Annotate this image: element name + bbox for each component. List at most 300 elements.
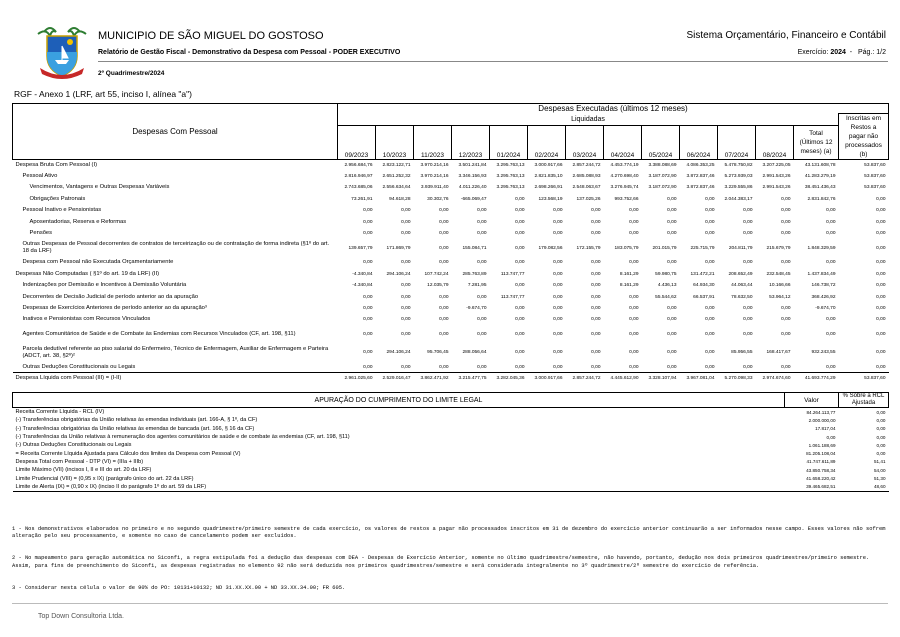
- table-row: [13, 269, 889, 280]
- value-cell: 30.302,76: [427, 196, 449, 202]
- value-cell: 2.651.252,32: [382, 174, 411, 180]
- limit-label: (-) Outras Deduções Constitucionais ou Legais: [15, 442, 132, 449]
- value-cell: 172.155,79: [576, 245, 601, 251]
- value-cell: 59.980,75: [655, 271, 677, 277]
- value-cell: 0,00: [553, 317, 563, 323]
- value-cell: 0,00: [439, 260, 449, 266]
- limit-label: Limite de Alerta (IX) = (0,90 x IX) (inciso II do parágrafo 1º do art. 59 da LRF): [13, 483, 785, 492]
- month-header: 09/2023: [338, 126, 376, 160]
- value-cell: 0,00: [363, 364, 373, 370]
- value-cell: 0,00: [553, 350, 563, 356]
- value-cell: 225.715,79: [690, 245, 715, 251]
- value-cell: 64.934,30: [693, 283, 715, 289]
- value-cell: 2.961.025,60: [338, 373, 376, 384]
- value-cell: 0,00: [781, 208, 791, 214]
- value-cell: 232.548,45: [766, 271, 791, 277]
- value-cell: 0,00: [515, 245, 525, 251]
- value-cell: 0,00: [477, 364, 487, 370]
- value-cell: 0,00: [477, 294, 487, 300]
- limit-row: [13, 483, 889, 492]
- value-cell: 0,00: [363, 332, 373, 338]
- value-cell: 0,00: [401, 305, 411, 311]
- limit-row: [13, 458, 889, 466]
- row-label: Parcela dedutível referente ao piso salarial do Enfermeiro, Técnico de Enfermagem, Auxiliar de Enfermagem e Parteira (ADCT, art. 38, §2º)²: [22, 345, 329, 359]
- limit-value: 2.000.000,00: [808, 417, 836, 423]
- value-cell: 0,00: [553, 208, 563, 214]
- value-cell: 3.295.763,13: [496, 174, 525, 180]
- value-cell: 4.270.698,40: [610, 174, 639, 180]
- value-cell: 0,00: [363, 208, 373, 214]
- table-row: [13, 291, 889, 302]
- value-cell: 201.015,79: [652, 245, 677, 251]
- value-cell: 0,00: [667, 317, 677, 323]
- value-cell: 0,00: [629, 305, 639, 311]
- limit-label: Limite Prudencial (VIII) = (0,95 x IX) (parágrafo único do art. 22 da LRF): [15, 475, 194, 482]
- month-header: 01/2024: [490, 126, 528, 160]
- total-header: Total (Últimos 12 meses) (a): [794, 126, 839, 160]
- row-label: Decorrentes de Decisão Judicial de período anterior ao da apuração: [22, 293, 199, 300]
- value-cell: 0,00: [591, 260, 601, 266]
- value-cell: 0,00: [515, 260, 525, 266]
- value-cell: 0,00: [515, 196, 525, 202]
- limit-value: 41.747.611,89: [806, 459, 836, 465]
- value-cell: 0,00: [591, 283, 601, 289]
- value-cell: 0,00: [826, 260, 836, 266]
- value-cell: 2.991.543,26: [762, 185, 791, 191]
- value-cell: 0,00: [591, 350, 601, 356]
- value-cell: 2.685.088,93: [572, 174, 601, 180]
- value-cell: 0,00: [591, 305, 601, 311]
- value-cell: 0,00: [743, 305, 753, 311]
- limit-pct: 54,00: [874, 467, 886, 473]
- value-cell: 55.544,62: [655, 294, 677, 300]
- value-cell: 0,00: [477, 231, 487, 237]
- limit-row: [13, 449, 889, 457]
- value-cell: 0,00: [515, 317, 525, 323]
- value-cell: 4.445.612,90: [604, 373, 642, 384]
- month-header: 03/2024: [566, 126, 604, 160]
- value-cell: 0,00: [876, 260, 886, 266]
- row-label: Vencimentos, Vantagens e Outras Despesas Variáveis: [29, 184, 170, 191]
- value-cell: 0,00: [363, 350, 373, 356]
- value-cell: 0,00: [705, 260, 715, 266]
- value-cell: 0,00: [363, 219, 373, 225]
- limit-value: 81.205.108,04: [806, 451, 836, 457]
- value-cell: 0,00: [553, 219, 563, 225]
- value-cell: 0,00: [553, 364, 563, 370]
- exercise-label: Exercício:: [797, 49, 829, 56]
- value-cell: 2.974.674,60: [756, 373, 794, 384]
- value-cell: 0,00: [363, 305, 373, 311]
- value-cell: 0,00: [743, 208, 753, 214]
- value-cell: 3.229.555,86: [724, 185, 753, 191]
- value-cell: 3.501.241,84: [458, 162, 487, 168]
- value-cell: 0,00: [363, 317, 373, 323]
- value-cell: 0,00: [515, 332, 525, 338]
- row-label: Outras Despesas de Pessoal decorrentes de contratos de terceirização ou de contratação de forma indireta (§1º do art. 18 da LRF): [22, 241, 330, 255]
- value-cell: 41.693.774,29: [794, 373, 839, 384]
- value-cell: 4.086.353,25: [686, 162, 715, 168]
- value-cell: 0,00: [553, 260, 563, 266]
- value-cell: 53.837,60: [839, 373, 889, 384]
- value-cell: 0,00: [363, 260, 373, 266]
- value-cell: 0,00: [743, 332, 753, 338]
- value-cell: 294.106,24: [386, 271, 411, 277]
- value-cell: 0,00: [515, 364, 525, 370]
- value-cell: 0,00: [439, 294, 449, 300]
- limit-label: (-) Transferências obrigatórias da União relativas às emendas de bancada (art. 166, § 16 da CF): [15, 425, 255, 432]
- value-cell: 0,00: [591, 332, 601, 338]
- row-label: Inativos e Pensionistas com Recursos Vinculados: [22, 316, 151, 323]
- value-cell: 0,00: [515, 283, 525, 289]
- legal-limit-table: [12, 392, 889, 492]
- value-cell: 2.743.685,06: [344, 185, 373, 191]
- value-cell: 0,00: [705, 332, 715, 338]
- limit-pct: 0,00: [876, 434, 886, 440]
- value-cell: 113.747,77: [500, 294, 525, 300]
- value-cell: 0,00: [826, 317, 836, 323]
- personnel-expenses-table: [12, 103, 889, 384]
- value-cell: 0,00: [477, 317, 487, 323]
- limit-value: 1.061.188,69: [808, 442, 836, 448]
- table-row: [13, 239, 889, 257]
- restos-header: Inscritas em Restos a pagar não processados (b): [839, 114, 889, 160]
- value-cell: 215.679,79: [766, 245, 791, 251]
- value-cell: 0,00: [826, 231, 836, 237]
- limit-pct: 0,00: [876, 417, 886, 423]
- value-cell: 0,00: [705, 350, 715, 356]
- value-cell: 0,00: [629, 208, 639, 214]
- value-cell: 0,00: [876, 283, 886, 289]
- value-cell: 0,00: [591, 317, 601, 323]
- value-cell: 155.084,71: [462, 245, 487, 251]
- value-cell: 0,00: [515, 231, 525, 237]
- value-cell: 0,00: [629, 260, 639, 266]
- value-cell: 3.872.837,46: [686, 174, 715, 180]
- limit-pct: 0,00: [876, 451, 886, 457]
- value-cell: 2.529.016,47: [376, 373, 414, 384]
- value-cell: 0,00: [743, 260, 753, 266]
- value-cell: -4.340,84: [352, 283, 373, 289]
- report-title: Relatório de Gestão Fiscal - Demonstrativo da Despesa com Pessoal - PODER EXECUTIVO: [98, 49, 401, 56]
- table-row: [13, 344, 889, 362]
- value-header: Valor: [785, 393, 839, 408]
- value-cell: 0,00: [705, 317, 715, 323]
- value-cell: 0,00: [667, 219, 677, 225]
- value-cell: 0,00: [743, 364, 753, 370]
- executed-expenses-header: Despesas Executadas (últimos 12 meses): [338, 104, 889, 114]
- value-cell: 183.075,79: [614, 245, 639, 251]
- value-cell: 1.848.329,59: [807, 245, 836, 251]
- value-cell: 0,00: [705, 196, 715, 202]
- value-cell: 0,00: [629, 231, 639, 237]
- limit-value: 17.817,04: [815, 426, 836, 432]
- value-cell: 0,00: [363, 231, 373, 237]
- value-cell: 3.346.156,93: [458, 174, 487, 180]
- municipality-name: MUNICIPIO DE SÃO MIGUEL DO GOSTOSO: [98, 30, 324, 42]
- value-cell: 2.831.842,76: [807, 196, 836, 202]
- value-cell: 3.939.911,40: [420, 185, 449, 191]
- value-cell: 0,00: [515, 305, 525, 311]
- row-label: Despesas Não Computadas ( §1º do art. 19 da LRF) (II): [15, 270, 160, 277]
- page-number: Pág.: 1/2: [857, 49, 886, 56]
- value-cell: 0,00: [876, 317, 886, 323]
- value-cell: 0,00: [591, 208, 601, 214]
- footnote: 1 - Nos demonstrativos elaborados no primeiro e no segundo quadrimestre/primeiro semestre de cada exercício, os valores de restos a pagar não processados inscritos em 31 de dezembro do exercício anterior continuarão a ser informados nesse campo. Esses valores não sofrem alteração pelo seu processamento, e somente no caso de cancelamento podem ser excluídos.: [12, 525, 889, 540]
- value-cell: 85.956,55: [731, 350, 753, 356]
- value-cell: 44.063,44: [731, 283, 753, 289]
- value-cell: 0,00: [781, 317, 791, 323]
- value-cell: 0,00: [667, 305, 677, 311]
- value-cell: 0,00: [477, 332, 487, 338]
- value-cell: 2.821.835,10: [534, 174, 563, 180]
- value-cell: 0,00: [876, 208, 886, 214]
- value-cell: 0,00: [781, 332, 791, 338]
- legal-limit-title: APURAÇÃO DO CUMPRIMENTO DO LIMITE LEGAL: [13, 393, 785, 408]
- value-cell: 3.388.088,69: [648, 162, 677, 168]
- value-cell: 0,00: [826, 332, 836, 338]
- limit-pct: 0,00: [876, 426, 886, 432]
- table-row: [13, 303, 889, 314]
- value-cell: 3.000.917,66: [528, 373, 566, 384]
- value-cell: 66.537,91: [693, 294, 715, 300]
- value-cell: 0,00: [667, 364, 677, 370]
- month-header: 05/2024: [642, 126, 680, 160]
- value-cell: 0,00: [401, 219, 411, 225]
- value-cell: 2.991.543,26: [762, 174, 791, 180]
- value-cell: -9.674,70: [815, 305, 836, 311]
- month-header: 10/2023: [376, 126, 414, 160]
- value-cell: 204.811,79: [728, 245, 753, 251]
- value-cell: 0,00: [439, 332, 449, 338]
- value-cell: 0,00: [401, 283, 411, 289]
- value-cell: 10.166,66: [769, 283, 791, 289]
- value-cell: 0,00: [591, 271, 601, 277]
- table-row: [13, 171, 889, 182]
- value-cell: 0,00: [553, 271, 563, 277]
- limit-label: Despesa Total com Pessoal - DTP (VI) = (IIIa + IIIb): [15, 458, 144, 465]
- value-cell: 0,00: [876, 231, 886, 237]
- value-cell: 0,00: [439, 305, 449, 311]
- value-cell: 78.632,50: [731, 294, 753, 300]
- value-cell: 146.738,72: [811, 283, 836, 289]
- value-cell: 0,00: [826, 219, 836, 225]
- row-label: Despesas de Exercícios Anteriores de período anterior ao da apuração³: [22, 304, 207, 311]
- value-cell: 0,00: [401, 231, 411, 237]
- value-cell: 2.823.122,71: [382, 162, 411, 168]
- value-cell: 139.657,79: [348, 245, 373, 251]
- value-cell: 131.472,21: [690, 271, 715, 277]
- value-cell: 41.283.279,19: [804, 174, 836, 180]
- header-divider: [98, 61, 888, 62]
- value-cell: 0,00: [781, 231, 791, 237]
- value-cell: 107.742,24: [424, 271, 449, 277]
- value-cell: 0,00: [876, 294, 886, 300]
- table-row: [13, 280, 889, 291]
- value-cell: 0,00: [705, 231, 715, 237]
- row-label: Agentes Comunitários de Saúde e de Combate às Endemias com Recursos Vinculados (CF, art. 198, §11): [22, 331, 296, 338]
- value-cell: 8.161,29: [619, 283, 639, 289]
- value-cell: 0,00: [553, 305, 563, 311]
- month-header: 11/2023: [414, 126, 452, 160]
- value-cell: 0,00: [515, 219, 525, 225]
- value-cell: 0,00: [667, 332, 677, 338]
- value-cell: 53.837,60: [864, 185, 886, 191]
- value-cell: -9.674,70: [466, 305, 487, 311]
- row-label: Outras Deduções Constitucionais ou Legais: [22, 363, 136, 370]
- value-cell: 0,00: [705, 219, 715, 225]
- value-cell: 95.706,45: [427, 350, 449, 356]
- value-cell: 2.956.684,76: [344, 162, 373, 168]
- table-row: [13, 257, 889, 268]
- value-cell: 5.270.098,33: [718, 373, 756, 384]
- table-row: [13, 160, 889, 171]
- value-cell: 1.437.834,49: [807, 271, 836, 277]
- value-cell: 285.763,89: [462, 271, 487, 277]
- value-cell: 993.752,66: [614, 196, 639, 202]
- value-cell: 7.281,95: [467, 283, 487, 289]
- table-row: [13, 182, 889, 193]
- row-label: Pensões: [29, 230, 53, 237]
- limit-pct: 51,41: [874, 459, 886, 465]
- value-cell: 0,00: [515, 350, 525, 356]
- value-cell: 2.857.244,72: [572, 162, 601, 168]
- value-cell: 0,00: [876, 350, 886, 356]
- month-header: 02/2024: [528, 126, 566, 160]
- value-cell: 0,00: [876, 219, 886, 225]
- value-cell: 8.161,29: [619, 271, 639, 277]
- value-cell: 368.426,92: [811, 294, 836, 300]
- limit-label: Limite Máximo (VII) (incisos I, II e III do art. 20 da LRF): [15, 467, 152, 474]
- value-cell: 5.478.750,82: [724, 162, 753, 168]
- value-cell: 0,00: [667, 208, 677, 214]
- row-label: Despesa Líquida com Pessoal (III) = (I-II): [13, 373, 338, 384]
- value-cell: 0,00: [781, 219, 791, 225]
- value-cell: 3.276.945,74: [610, 185, 639, 191]
- value-cell: 0,00: [667, 260, 677, 266]
- value-cell: 0,00: [667, 196, 677, 202]
- value-cell: 0,00: [876, 364, 886, 370]
- value-cell: 2.857.244,72: [566, 373, 604, 384]
- value-cell: 0,00: [781, 364, 791, 370]
- limit-row: [13, 425, 889, 433]
- limit-row: [13, 433, 889, 441]
- value-cell: 3.000.917,66: [534, 162, 563, 168]
- value-cell: -4.340,84: [352, 271, 373, 277]
- value-cell: 0,00: [477, 260, 487, 266]
- value-cell: 3.282.045,36: [490, 373, 528, 384]
- value-cell: 0,00: [439, 364, 449, 370]
- legal-limit-body: [13, 393, 889, 492]
- value-cell: 0,00: [629, 350, 639, 356]
- value-cell: 53.837,60: [864, 174, 886, 180]
- value-cell: 0,00: [439, 317, 449, 323]
- value-cell: 0,00: [629, 364, 639, 370]
- value-cell: 0,00: [401, 317, 411, 323]
- value-cell: 168.417,67: [766, 350, 791, 356]
- table-row: [13, 205, 889, 216]
- value-cell: 0,00: [826, 208, 836, 214]
- table-row: [13, 228, 889, 239]
- value-cell: 0,00: [401, 332, 411, 338]
- exercise-page-info: Exercício: 2024 - Pág.: 1/2: [797, 49, 886, 56]
- value-cell: 0,00: [401, 208, 411, 214]
- value-cell: 0,00: [876, 245, 886, 251]
- value-cell: 0,00: [553, 231, 563, 237]
- value-cell: 0,00: [553, 283, 563, 289]
- municipality-coat-of-arms-logo: [30, 22, 94, 80]
- value-cell: 2.556.634,64: [382, 185, 411, 191]
- value-cell: 0,00: [743, 231, 753, 237]
- value-cell: 4.453.774,19: [610, 162, 639, 168]
- row-label: Despesa Bruta Com Pessoal (I): [15, 161, 98, 168]
- month-header: 08/2024: [756, 126, 794, 160]
- value-cell: 0,00: [743, 219, 753, 225]
- value-cell: 0,00: [439, 245, 449, 251]
- value-cell: 3.215.477,75: [452, 373, 490, 384]
- value-cell: 0,00: [826, 364, 836, 370]
- value-cell: 3.207.225,05: [762, 162, 791, 168]
- value-cell: 0,00: [591, 231, 601, 237]
- value-cell: 0,00: [781, 260, 791, 266]
- value-cell: 4.011.226,40: [458, 185, 487, 191]
- value-cell: 0,00: [363, 294, 373, 300]
- value-cell: 0,00: [667, 231, 677, 237]
- table-row: [13, 326, 889, 344]
- value-cell: 3.328.107,94: [642, 373, 680, 384]
- footnote: 3 - Considerar nesta célula o valor de 90% do PO: 10131+10132; ND 31.XX.XX.00 + ND 33.XX.34.00; FR 605.: [12, 585, 346, 592]
- limit-value: 0,00: [826, 434, 836, 440]
- value-cell: 3.872.837,46: [686, 185, 715, 191]
- limit-value: 43.850.758,34: [806, 467, 836, 473]
- value-cell: 0,00: [591, 294, 601, 300]
- value-cell: 0,00: [876, 196, 886, 202]
- value-cell: 0,00: [515, 208, 525, 214]
- value-cell: 12.035,79: [427, 283, 449, 289]
- limit-row: [13, 474, 889, 482]
- value-cell: 0,00: [591, 364, 601, 370]
- value-cell: 3.295.763,13: [496, 185, 525, 191]
- row-label: Obrigações Patronais: [29, 195, 86, 202]
- limit-value: 84.264.113,77: [806, 409, 836, 415]
- value-cell: 0,00: [629, 317, 639, 323]
- table-row: [13, 216, 889, 227]
- limit-value: 41.658.220,42: [806, 476, 836, 482]
- value-cell: 0,00: [876, 271, 886, 277]
- value-cell: 3.970.214,16: [420, 162, 449, 168]
- value-cell: 0,00: [439, 208, 449, 214]
- value-cell: 0,00: [876, 305, 886, 311]
- value-cell: 0,00: [553, 294, 563, 300]
- value-cell: 294.106,24: [386, 350, 411, 356]
- value-cell: 2.816.946,97: [344, 174, 373, 180]
- value-cell: 3.187.072,90: [648, 174, 677, 180]
- row-label: Aposentadorias, Reserva e Reformas: [29, 218, 127, 225]
- limit-label: (-) Transferências da União relativas à remuneração dos agentes comunitários de saúde e de combate às endemias (CF, art. 198, §11): [15, 434, 350, 441]
- footer-divider: [12, 603, 888, 604]
- annex-title: RGF - Anexo 1 (LRF, art 55, inciso I, alínea "a"): [14, 89, 192, 99]
- value-cell: 2.548.063,67: [572, 185, 601, 191]
- month-header: 07/2024: [718, 126, 756, 160]
- value-cell: -665.069,47: [460, 196, 487, 202]
- column-title: Despesas Com Pessoal: [13, 104, 338, 160]
- limit-pct: 0,00: [876, 409, 886, 415]
- value-cell: 3.862.471,92: [414, 373, 452, 384]
- row-label: Despesa com Pessoal não Executada Orçamentariamente: [22, 259, 174, 266]
- table-row: [13, 314, 889, 325]
- value-cell: 2.698.266,91: [534, 185, 563, 191]
- limit-label: Receita Corrente Líquida - RCL (IV): [15, 409, 105, 416]
